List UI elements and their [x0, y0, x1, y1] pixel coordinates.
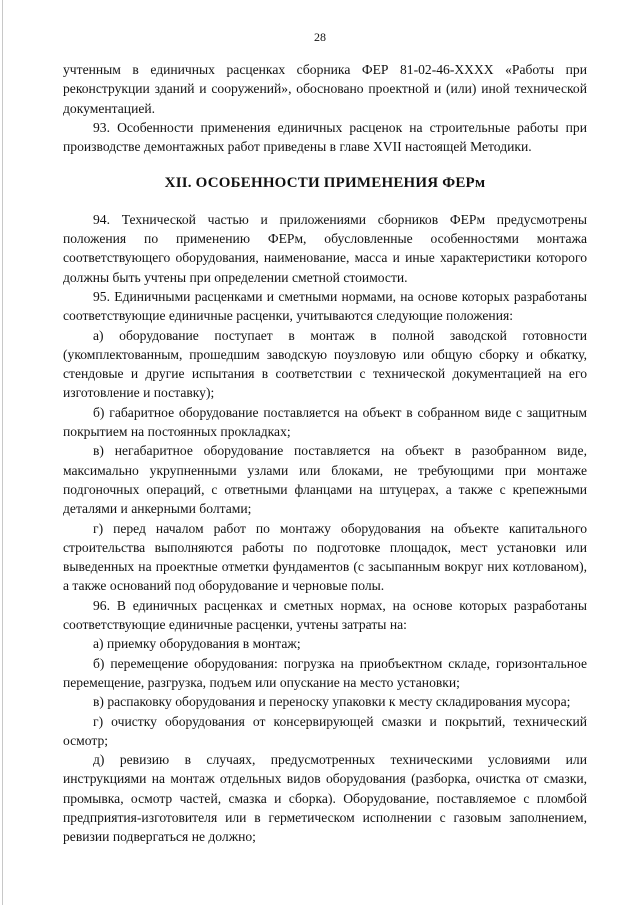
list-item-95a: а) оборудование поступает в монтаж в полной заводской готовности (укомплектованным, прошедшим заводскую поузловую или общую сборку и обкатку, стендовые и другие испытания в соответствии с технической документацией на его изготовление и поставку); — [63, 327, 587, 401]
paragraph-93: 93. Особенности применения единичных расценок на строительные работы при производстве демонтажных работ приведены в главе XVII настоящей Методики. — [63, 119, 587, 155]
list-item-95d: г) перед началом работ по монтажу оборудования на объекте капитального строительства выполняются работы по подготовке площадок, мест установки или выведенных на проектные отметки фундаментов (с засыпанным вокруг них котлованом), а также оснований под оборудование и черновые полы. — [63, 520, 587, 594]
paragraph-95: 95. Единичными расценками и сметными нормами, на основе которых разработаны соответствующие единичные расценки, учитываются следующие положения: — [63, 288, 587, 324]
list-item-96b: б) перемещение оборудования: погрузка на приобъектном складе, горизонтальное перемещение, разгрузка, подъем или опускание на место установки; — [63, 655, 587, 690]
list-item-95c: в) негабаритное оборудование поставляется на объект в разобранном виде, максимально укрупненными узлами или блоками, не требующими при монтаже подгоночных операций, с ответными фланцами на штуцерах, а также с крепежными деталями и анкерными болтами; — [63, 443, 587, 517]
paragraph-continuation: учтенным в единичных расценках сборника ФЕР 81-02-46-XXXX «Работы при реконструкции зданий и сооружений», обосновано проектной и (или) иной технической документацией. — [63, 62, 587, 116]
paragraph-94: 94. Технической частью и приложениями сборников ФЕРм предусмотрены положения по применению ФЕРм, обусловленные особенностями монтажа соответствующего оборудования, наименование, масса и иные характеристики которого должны быть учтены при определении сметной стоимости. — [63, 211, 587, 285]
list-item-96e: д) ревизию в случаях, предусмотренных техническими условиями или инструкциями на монтаж отдельных видов оборудования (разборка, очистка от смазки, промывка, осмотр частей, смазка и сборка). Оборудование, поставляемое с пломбой предприятия-изготовителя или в герметическом исполнении с газовым заполнением, ревизии подвергаться не должно; — [63, 752, 587, 845]
list-item-96c: в) распаковку оборудования и переноску упаковки к месту складирования мусора; — [93, 694, 571, 710]
list-item-96a: а) приемку оборудования в монтаж; — [93, 636, 301, 652]
list-item-96d: г) очистку оборудования от консервирующей смазки и покрытий, технический осмотр; — [63, 713, 587, 748]
scan-border — [2, 0, 3, 905]
document-body — [63, 60, 587, 847]
section-heading: XII. ОСОБЕННОСТИ ПРИМЕНЕНИЯ ФЕРм — [164, 175, 486, 192]
list-item-95b: б) габаритное оборудование поставляется на объект в собранном виде с защитным покрытием на постоянных прокладках; — [63, 404, 587, 440]
page-number: 28 — [314, 30, 326, 44]
paragraph-96: 96. В единичных расценках и сметных нормах, на основе которых разработаны соответствующие единичные расценки, учтены затраты на: — [63, 597, 587, 633]
